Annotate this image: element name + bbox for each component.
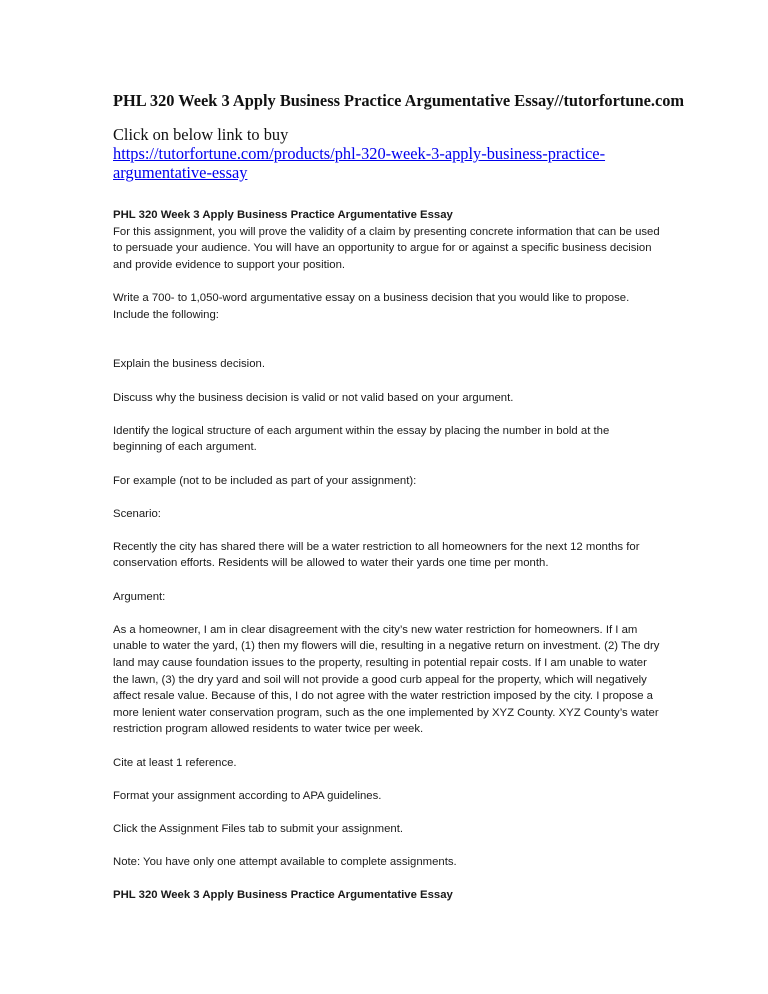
example-intro: For example (not to be included as part of your assignment): — [113, 474, 417, 487]
format-line: Format your assignment according to APA guidelines. — [113, 789, 382, 802]
scenario-label: Scenario: — [113, 507, 161, 520]
buy-section — [113, 125, 673, 182]
scenario-text: Recently the city has shared there will be a water restriction to all homeowners for the next 12 months for conservation efforts. Residents will be allowed to water their yards one time per month. — [113, 540, 640, 570]
buy-link[interactable] — [113, 144, 673, 182]
document-title: PHL 320 Week 3 Apply Business Practice Argumentative Essay//tutorfortune.com — [113, 91, 685, 110]
item-discuss: Discuss why the business decision is valid or not valid based on your argument. — [113, 391, 514, 404]
buy-label: Click on below link to buy — [113, 125, 289, 144]
footer-heading: PHL 320 Week 3 Apply Business Practice Argumentative Essay — [113, 889, 453, 902]
item-explain: Explain the business decision. — [113, 358, 265, 371]
assignment-body — [113, 207, 661, 904]
argument-text: As a homeowner, I am in clear disagreement with the city’s new water restriction for homeowners. If I am unable to water the yard, (1) then my flowers will die, resulting in a negative return on investment. (2) The dry land may cause foundation issues to the property, resulting in potential repair costs. If I am unable to water the lawn, (3) the dry yard and soil will not provide a good curb appeal for the property, which will negatively affect resale value. Because of this, I do not agree with the water restriction imposed by the city. I propose a more lenient water conservation program, such as the one implemented by XYZ County. XYZ County’s water restriction program allowed residents to water twice per week. — [113, 623, 660, 736]
argument-label: Argument: — [113, 590, 166, 603]
item-identify: Identify the logical structure of each argument within the essay by placing the number in bold at the beginning of each argument. — [113, 424, 610, 454]
instructions-paragraph: Write a 700- to 1,050-word argumentative essay on a business decision that you would like to propose. Include the following: — [113, 291, 630, 321]
assignment-heading: PHL 320 Week 3 Apply Business Practice Argumentative Essay — [113, 209, 453, 221]
buy-link-line-2[interactable]: argumentative-essay — [113, 163, 248, 182]
buy-link-line-1[interactable]: https://tutorfortune.com/products/phl-320-week-3-apply-business-practice- — [113, 144, 606, 163]
note-line: Note: You have only one attempt available to complete assignments. — [113, 856, 457, 869]
submit-line: Click the Assignment Files tab to submit your assignment. — [113, 822, 404, 835]
intro-paragraph: For this assignment, you will prove the validity of a claim by presenting concrete information that can be used to persuade your audience. You will have an opportunity to argue for or against a specific business decision and provide evidence to support your position. — [113, 225, 660, 271]
cite-line: Cite at least 1 reference. — [113, 756, 237, 769]
